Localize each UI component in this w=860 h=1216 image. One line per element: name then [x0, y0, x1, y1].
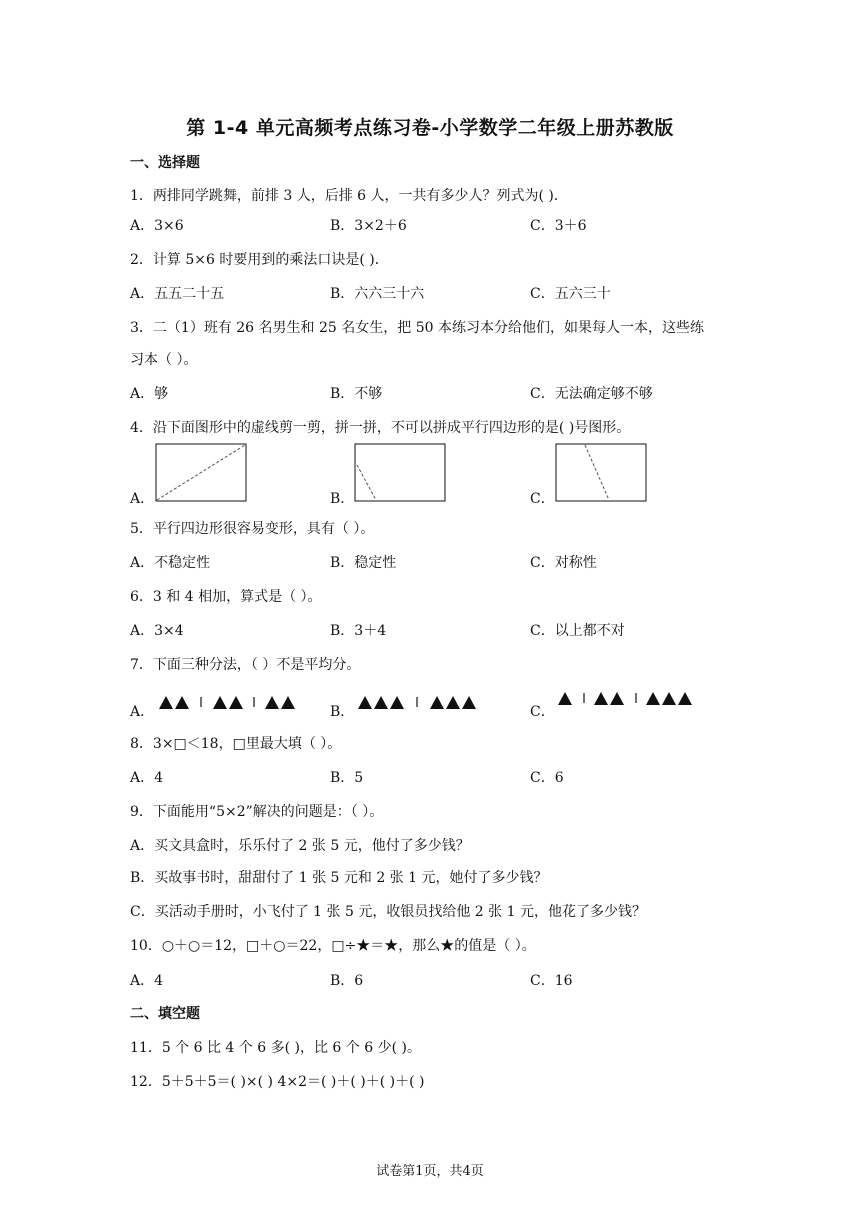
section-heading-choice: 一、选择题: [130, 155, 200, 171]
q1-option-a: A．3×6: [130, 218, 184, 234]
q7-option-c: C．: [530, 704, 555, 720]
q6-option-c: C．以上都不对: [530, 623, 625, 639]
question-3-line-2: 习本（ ）。: [130, 352, 198, 368]
q9-option-a: A．买文具盒时，乐乐付了 2 张 5 元，他付了多少钱？: [130, 838, 470, 854]
q10-option-a: A．4: [130, 973, 164, 989]
q10-option-c: C．16: [530, 973, 573, 989]
q8-option-b: B．5: [330, 770, 364, 786]
rectangle-figure-a: [155, 443, 247, 502]
q2-option-b: B．六六三十六: [330, 286, 425, 302]
page-footer: 试卷第1页，共4页: [376, 1164, 484, 1179]
section-heading-fill: 二、填空题: [130, 1006, 200, 1022]
q6-option-a: A．3×4: [130, 623, 184, 639]
question-5: 5．平行四边形很容易变形，具有（ ）。: [130, 521, 375, 537]
triangle-groups-c: [556, 690, 696, 708]
q7-option-a: A．: [130, 704, 155, 720]
question-7: 7．下面三种分法，（ ）不是平均分。: [130, 657, 361, 673]
question-11: 11．5 个 6 比 4 个 6 多( )，比 6 个 6 少( )。: [130, 1040, 421, 1056]
q3-option-b: B．不够: [330, 386, 383, 402]
q8-option-c: C．6: [530, 770, 564, 786]
question-8: 8．3×□＜18，□里最大填（ ）。: [130, 736, 342, 752]
question-10: 10．○＋○＝12，□＋○＝22，□÷★＝★，那么★的值是（ ）。: [130, 938, 536, 954]
question-9: 9．下面能用“5×2”解决的问题是：（ ）。: [130, 804, 384, 820]
q4-option-b: B．: [330, 491, 355, 507]
q2-option-c: C．五六三十: [530, 286, 611, 302]
question-3-line-1: 3．二（1）班有 26 名男生和 25 名女生，把 50 本练习本分给他们，如果每人一本，这些练: [130, 320, 704, 336]
question-4: 4．沿下面图形中的虚线剪一剪，拼一拼，不可以拼成平行四边形的是( )号图形。: [130, 420, 631, 436]
page-title: 第 1-4 单元高频考点练习卷-小学数学二年级上册苏教版: [186, 117, 674, 139]
question-6: 6．3 和 4 相加，算式是（ ）。: [130, 589, 322, 605]
q5-option-a: A．不稳定性: [130, 555, 211, 571]
q7-option-b: B．: [330, 704, 355, 720]
q5-option-c: C．对称性: [530, 555, 597, 571]
question-12: 12．5＋5＋5＝( )×( ) 4×2＝( )＋( )＋( )＋( ): [130, 1074, 425, 1090]
triangle-groups-a: [157, 694, 297, 712]
q8-option-a: A．4: [130, 770, 164, 786]
q10-option-b: B．6: [330, 973, 364, 989]
q3-option-a: A．够: [130, 386, 169, 402]
q4-option-a: A．: [130, 491, 155, 507]
rectangle-figure-b: [354, 443, 446, 502]
rectangle-figure-c: [555, 443, 647, 502]
triangle-groups-b: [356, 694, 486, 712]
q9-option-c: C．买活动手册时，小飞付了 1 张 5 元，收银员找给他 2 张 1 元，他花了多少钱？: [130, 904, 646, 920]
q1-option-b: B．3×2＋6: [330, 218, 407, 234]
question-1: 1．两排同学跳舞，前排 3 人，后排 6 人，一共有多少人？列式为( )．: [130, 188, 568, 204]
q1-option-c: C．3＋6: [530, 218, 587, 234]
q9-option-b: B．买故事书时，甜甜付了 1 张 5 元和 2 张 1 元，她付了多少钱？: [130, 870, 548, 886]
q5-option-b: B．稳定性: [330, 555, 397, 571]
q3-option-c: C．无法确定够不够: [530, 386, 653, 402]
q6-option-b: B．3＋4: [330, 623, 387, 639]
q4-option-c: C．: [530, 491, 555, 507]
question-2: 2．计算 5×6 时要用到的乘法口诀是( )．: [130, 252, 389, 268]
q2-option-a: A．五五二十五: [130, 286, 225, 302]
